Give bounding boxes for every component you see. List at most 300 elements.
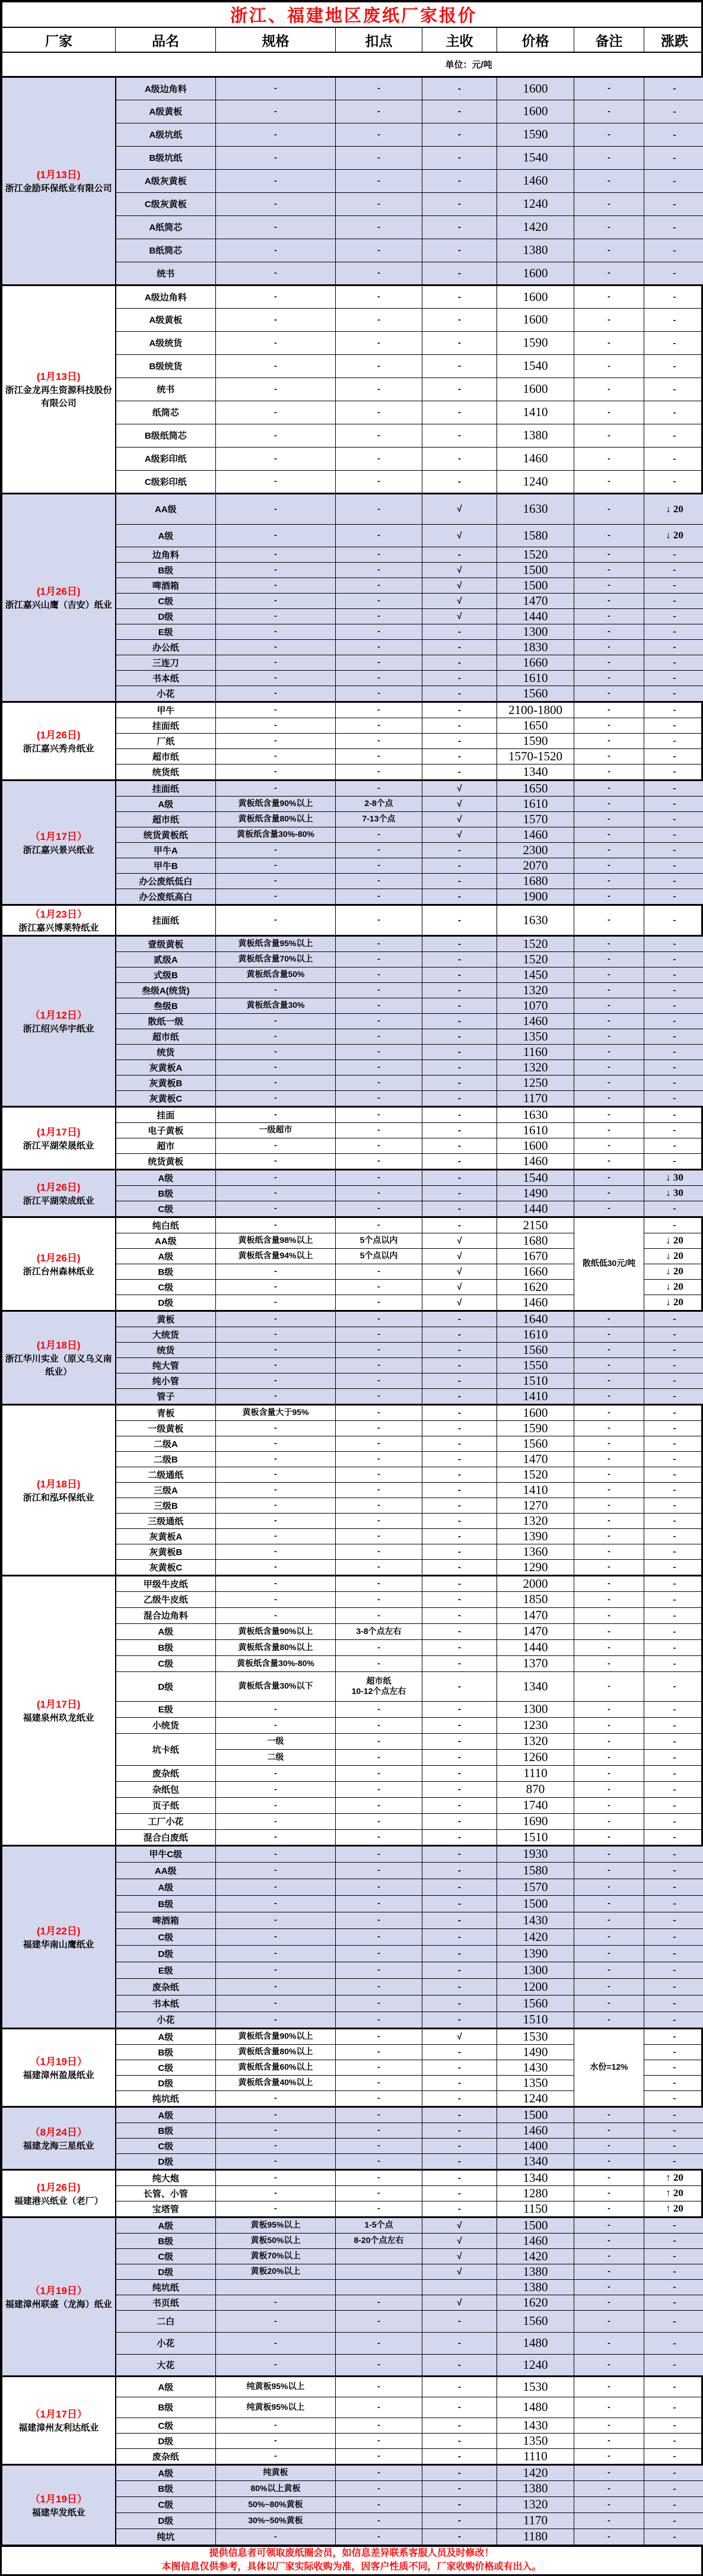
note-cell: -	[574, 2248, 644, 2264]
product-cell: 纯大炮	[116, 2169, 216, 2185]
spec-cell: -	[216, 470, 336, 493]
company-date: (1月17日)	[4, 1696, 114, 1711]
note-cell: -	[574, 2310, 644, 2332]
main-collect-cell: -	[422, 1879, 497, 1895]
change-cell: -	[644, 100, 703, 123]
deduction-cell: -	[336, 2295, 422, 2310]
spec-cell: 黄板纸含量30%-80%	[216, 1655, 336, 1671]
price-cell: 1600	[497, 1138, 574, 1153]
change-cell: -	[644, 780, 703, 796]
note-cell: -	[574, 2107, 644, 2123]
spec-cell: -	[216, 1879, 336, 1895]
product-cell: 统货黄板	[116, 1153, 216, 1169]
main-collect-cell: -	[422, 1153, 497, 1169]
company-name: 浙江嘉兴秀舟纸业	[4, 743, 114, 756]
note-cell: -	[574, 2418, 644, 2433]
main-collect-cell: -	[422, 1928, 497, 1945]
price-cell: 1160	[497, 1044, 574, 1059]
deduction-cell: 超市纸 10-12个点左右	[336, 1671, 422, 1701]
deduction-cell: -	[336, 146, 422, 169]
product-cell: B级	[116, 1895, 216, 1912]
main-collect-cell: -	[422, 1544, 497, 1559]
main-collect-cell: -	[422, 547, 497, 562]
spec-cell: -	[216, 1995, 336, 2012]
product-cell: 纯白纸	[116, 1217, 216, 1233]
deduction-cell: -	[336, 447, 422, 470]
spec-cell: -	[216, 1013, 336, 1029]
product-cell: A级统货	[116, 331, 216, 354]
note-cell: -	[574, 951, 644, 967]
unit-row	[2, 52, 703, 77]
change-cell: -	[644, 2464, 703, 2480]
note-cell: -	[574, 1749, 644, 1765]
product-cell: C级	[116, 593, 216, 608]
change-cell: -	[644, 1717, 703, 1733]
price-cell: 1380	[497, 424, 574, 447]
main-collect-cell: -	[422, 2107, 497, 2123]
spec-cell: -	[216, 1279, 336, 1295]
note-cell: -	[574, 1945, 644, 1962]
spec-cell: -	[216, 424, 336, 447]
note-cell: -	[574, 1106, 644, 1122]
spec-cell: 黄板纸含量98%以上	[216, 1233, 336, 1248]
product-cell: D级	[116, 1945, 216, 1962]
deduction-cell: -	[336, 169, 422, 192]
main-collect-cell: -	[422, 1962, 497, 1978]
spec-cell: -	[216, 215, 336, 239]
company-date: （1月23日）	[4, 906, 114, 921]
deduction-cell: -	[336, 748, 422, 764]
note-cell: -	[574, 811, 644, 827]
main-collect-cell: -	[422, 2169, 497, 2185]
deduction-cell: -	[336, 2201, 422, 2217]
spec-cell: 一级超市	[216, 1122, 336, 1138]
note-cell: -	[574, 2123, 644, 2138]
note-cell: -	[574, 1327, 644, 1342]
company-cell	[2, 780, 116, 905]
spec-cell: -	[216, 686, 336, 702]
change-cell: -	[644, 2529, 703, 2545]
product-cell: 纯小管	[116, 1373, 216, 1388]
main-collect-cell: -	[422, 624, 497, 639]
change-cell: -	[644, 1928, 703, 1945]
deduction-cell: -	[336, 1575, 422, 1591]
note-cell: -	[574, 655, 644, 670]
note-cell: -	[574, 1912, 644, 1928]
spec-cell: -	[216, 1912, 336, 1928]
price-cell: 1350	[497, 2433, 574, 2448]
main-collect-cell: -	[422, 1467, 497, 1482]
note-cell: -	[574, 2464, 644, 2480]
change-cell: -	[644, 733, 703, 748]
main-collect-cell: -	[422, 1639, 497, 1655]
deduction-cell: -	[336, 1436, 422, 1451]
deduction-cell: -	[336, 1201, 422, 1217]
unit-note: 单位：元/吨	[2, 52, 703, 77]
table-row	[2, 2376, 703, 2397]
main-collect-cell: -	[422, 1059, 497, 1075]
spec-cell: -	[216, 889, 336, 905]
product-cell: 小花	[116, 2012, 216, 2028]
price-cell: 870	[497, 1781, 574, 1797]
product-cell: 大花	[116, 2354, 216, 2376]
spec-cell: -	[216, 1185, 336, 1201]
main-collect-cell: -	[422, 2090, 497, 2107]
note-cell: -	[574, 1090, 644, 1106]
note-cell: -	[574, 889, 644, 905]
product-cell: 小统货	[116, 1717, 216, 1733]
company-cell	[2, 493, 116, 702]
column-header-product: 品名	[116, 27, 216, 52]
note-cell: -	[574, 686, 644, 702]
product-cell: 杂纸包	[116, 1781, 216, 1797]
price-cell: 1380	[497, 239, 574, 262]
company-cell	[2, 77, 116, 285]
deduction-cell: -	[336, 1813, 422, 1829]
main-collect-cell: -	[422, 2201, 497, 2217]
deduction-cell: -	[336, 308, 422, 331]
price-cell: 1150	[497, 2201, 574, 2217]
note-cell: -	[574, 1029, 644, 1044]
spec-cell: -	[216, 308, 336, 331]
spec-cell: -	[216, 1451, 336, 1467]
change-cell: -	[644, 2123, 703, 2138]
change-cell: -	[644, 1029, 703, 1044]
change-cell: -	[644, 192, 703, 215]
note-cell: -	[574, 702, 644, 718]
spec-cell: -	[216, 1962, 336, 1978]
company-date: (1月17日)	[4, 1124, 114, 1138]
product-cell: 甲牛B	[116, 858, 216, 873]
change-cell: -	[644, 424, 703, 447]
price-cell: 1530	[497, 2028, 574, 2044]
price-cell: 1340	[497, 764, 574, 780]
table-row	[2, 905, 703, 935]
change-cell: -	[644, 1813, 703, 1829]
change-cell: -	[644, 262, 703, 285]
main-collect-cell: √	[422, 2248, 497, 2264]
deduction-cell: -	[336, 1607, 422, 1623]
change-cell: -	[644, 873, 703, 889]
company-name: 福建泉州玖龙纸业	[4, 1712, 114, 1725]
spec-cell: -	[216, 1928, 336, 1945]
column-header-price: 价格	[497, 27, 574, 52]
main-collect-cell: √	[422, 2217, 497, 2233]
price-cell: 1410	[497, 1388, 574, 1404]
price-cell: 1360	[497, 1544, 574, 1559]
main-collect-cell: -	[422, 215, 497, 239]
change-cell: -	[644, 562, 703, 578]
note-cell: -	[574, 670, 644, 686]
spec-cell: -	[216, 1264, 336, 1279]
price-cell: 1560	[497, 686, 574, 702]
change-cell: -	[644, 169, 703, 192]
main-collect-cell: -	[422, 639, 497, 655]
product-cell: E级	[116, 1701, 216, 1717]
change-cell: -	[644, 2264, 703, 2279]
main-collect-cell: -	[422, 951, 497, 967]
company-name: 浙江嘉兴博莱特纸业	[4, 922, 114, 935]
spec-cell: -	[216, 2153, 336, 2169]
spec-cell: -	[216, 1169, 336, 1185]
spec-cell: -	[216, 2433, 336, 2448]
change-cell: -	[644, 951, 703, 967]
spec-cell: -	[216, 2418, 336, 2433]
deduction-cell: -	[336, 1701, 422, 1717]
deduction-cell: -	[336, 2376, 422, 2397]
spec-cell: -	[216, 1295, 336, 1311]
note-cell: -	[574, 2138, 644, 2153]
table-row	[2, 2028, 703, 2044]
product-cell: C级	[116, 2060, 216, 2075]
product-cell: C级	[116, 2138, 216, 2153]
change-cell: -	[644, 2448, 703, 2464]
main-collect-cell: -	[422, 967, 497, 982]
spec-cell: 黄板70%以上	[216, 2248, 336, 2264]
main-collect-cell: -	[422, 1138, 497, 1153]
note-cell: -	[574, 470, 644, 493]
spec-cell: -	[216, 1701, 336, 1717]
main-collect-cell: √	[422, 2264, 497, 2279]
spec-cell: 50%~80%黄板	[216, 2496, 336, 2512]
main-collect-cell: -	[422, 935, 497, 951]
main-collect-cell: √	[422, 1264, 497, 1279]
company-cell	[2, 285, 116, 493]
note-cell: -	[574, 1420, 644, 1436]
spec-cell: -	[216, 1544, 336, 1559]
spec-cell: -	[216, 655, 336, 670]
spec-cell: -	[216, 2201, 336, 2217]
company-date: (1月26日)	[4, 1249, 114, 1264]
deduction-cell: -	[336, 285, 422, 308]
change-cell: ↓ 30	[644, 1185, 703, 1201]
spec-cell: 黄板纸含量30%以下	[216, 1671, 336, 1701]
spec-cell: 黄板纸含量80%以上	[216, 2044, 336, 2060]
table-row	[2, 1404, 703, 1420]
deduction-cell: -	[336, 1781, 422, 1797]
deduction-cell: -	[336, 1639, 422, 1655]
note-cell: -	[574, 780, 644, 796]
spec-cell: -	[216, 2169, 336, 2185]
change-cell: -	[644, 1995, 703, 2012]
change-cell: ↓ 20	[644, 1248, 703, 1264]
deduction-cell: -	[336, 1591, 422, 1607]
change-cell: -	[644, 2433, 703, 2448]
price-cell: 1110	[497, 1765, 574, 1781]
price-cell: 1560	[497, 1995, 574, 2012]
price-cell: 1680	[497, 1233, 574, 1248]
spec-cell: -	[216, 377, 336, 401]
note-cell: -	[574, 215, 644, 239]
main-collect-cell: -	[422, 733, 497, 748]
deduction-cell: -	[336, 2044, 422, 2060]
note-cell: -	[574, 2233, 644, 2248]
price-cell: 1420	[497, 215, 574, 239]
company-cell	[2, 1404, 116, 1575]
spec-cell: -	[216, 1607, 336, 1623]
price-cell: 1470	[497, 1451, 574, 1467]
deduction-cell: -	[336, 2012, 422, 2028]
main-collect-cell: -	[422, 1451, 497, 1467]
spec-cell: -	[216, 285, 336, 308]
product-cell: 乙级牛皮纸	[116, 1591, 216, 1607]
company-name: 浙江绍兴华宇纸业	[4, 1023, 114, 1036]
main-collect-cell: -	[422, 1765, 497, 1781]
spec-cell: -	[216, 2354, 336, 2376]
company-cell	[2, 1845, 116, 2028]
deduction-cell: -	[336, 2060, 422, 2075]
note-cell: -	[574, 1153, 644, 1169]
spec-cell: 二级	[216, 1749, 336, 1765]
price-cell: 1520	[497, 547, 574, 562]
note-cell: -	[574, 2012, 644, 2028]
product-cell: C级	[116, 1201, 216, 1217]
spec-cell: -	[216, 2123, 336, 2138]
note-cell: -	[574, 1013, 644, 1029]
price-cell: 1470	[497, 1607, 574, 1623]
main-collect-cell: -	[422, 2433, 497, 2448]
table-row	[2, 780, 703, 796]
deduction-cell: -	[336, 2185, 422, 2201]
deduction-cell: -	[336, 354, 422, 377]
spec-cell: 黄板纸含量95%以上	[216, 935, 336, 951]
note-cell: -	[574, 1813, 644, 1829]
note-cell: -	[574, 2433, 644, 2448]
deduction-cell: -	[336, 578, 422, 593]
deduction-cell: -	[336, 1928, 422, 1945]
deduction-cell: -	[336, 1106, 422, 1122]
deduction-cell	[336, 2248, 422, 2264]
main-collect-cell: -	[422, 670, 497, 686]
company-cell	[2, 2464, 116, 2545]
note-cell: -	[574, 1928, 644, 1945]
main-collect-cell: -	[422, 2512, 497, 2529]
note-cell: -	[574, 424, 644, 447]
change-cell: ↓ 20	[644, 524, 703, 547]
note-cell: -	[574, 192, 644, 215]
note-cell: -	[574, 1482, 644, 1498]
spec-cell: -	[216, 1153, 336, 1169]
product-cell: 甲牛C级	[116, 1845, 216, 1862]
deduction-cell: -	[336, 670, 422, 686]
spec-cell: 黄板50%以上	[216, 2233, 336, 2248]
product-cell: A级	[116, 1879, 216, 1895]
product-cell: 废杂纸	[116, 1765, 216, 1781]
note-cell: -	[574, 2448, 644, 2464]
deduction-cell: -	[336, 2153, 422, 2169]
main-collect-cell: -	[422, 1498, 497, 1513]
company-name: 浙江平湖荣晟纸业	[4, 1140, 114, 1153]
spec-cell: -	[216, 1862, 336, 1879]
deduction-cell: -	[336, 77, 422, 100]
spec-cell: -	[216, 1765, 336, 1781]
note-cell: -	[574, 1544, 644, 1559]
price-cell: 1410	[497, 1482, 574, 1498]
change-cell: ↓ 20	[644, 493, 703, 524]
price-cell: 1460	[497, 169, 574, 192]
header-row	[2, 27, 703, 52]
change-cell: ↑ 20	[644, 2169, 703, 2185]
deduction-cell: -	[336, 1075, 422, 1090]
note-cell: -	[574, 1169, 644, 1185]
deduction-cell: -	[336, 1765, 422, 1781]
change-cell: -	[644, 1357, 703, 1373]
deduction-cell: 5个点以内	[336, 1248, 422, 1264]
main-collect-cell: -	[422, 262, 497, 285]
deduction-cell: -	[336, 1373, 422, 1388]
change-cell: -	[644, 2248, 703, 2264]
price-cell: 1610	[497, 1327, 574, 1342]
product-cell: 式级B	[116, 967, 216, 982]
table-row	[2, 77, 703, 100]
deduction-cell: -	[336, 1013, 422, 1029]
deduction-cell: -	[336, 1829, 422, 1845]
main-collect-cell: -	[422, 1717, 497, 1733]
deduction-cell	[336, 2279, 422, 2295]
product-cell: 统货黄板纸	[116, 827, 216, 842]
company-cell	[2, 935, 116, 1106]
price-cell: 1620	[497, 2295, 574, 2310]
note-cell: -	[574, 1781, 644, 1797]
note-cell: -	[574, 1829, 644, 1845]
main-collect-cell: -	[422, 1169, 497, 1185]
table-row	[2, 2169, 703, 2185]
product-cell: 纯大管	[116, 1357, 216, 1373]
price-cell: 1690	[497, 1813, 574, 1829]
spec-cell: 纯黄板	[216, 2464, 336, 2480]
company-date: (1月26日)	[4, 1179, 114, 1194]
spec-cell: 黄板纸含量70%以上	[216, 951, 336, 967]
change-cell: -	[644, 2332, 703, 2354]
note-cell: -	[574, 1528, 644, 1544]
note-cell: -	[574, 982, 644, 998]
company-date: (1月26日)	[4, 727, 114, 741]
product-cell: 混合白废纸	[116, 1829, 216, 1845]
change-cell: -	[644, 1559, 703, 1575]
company-name: 浙江和泓环保纸业	[4, 1492, 114, 1505]
product-cell: 三级通纸	[116, 1513, 216, 1528]
deduction-cell: -	[336, 2123, 422, 2138]
product-cell: 甲牛	[116, 702, 216, 718]
price-cell: 1740	[497, 1797, 574, 1813]
main-collect-cell: -	[422, 2480, 497, 2496]
deduction-cell: -	[336, 401, 422, 424]
deduction-cell: -	[336, 951, 422, 967]
note-cell: -	[574, 1559, 644, 1575]
product-cell: 二级B	[116, 1451, 216, 1467]
deduction-cell: -	[336, 1169, 422, 1185]
main-collect-cell: -	[422, 1559, 497, 1575]
main-collect-cell: -	[422, 1122, 497, 1138]
change-cell: -	[644, 811, 703, 827]
table-row	[2, 1106, 703, 1122]
change-cell: -	[644, 1671, 703, 1701]
deduction-cell: -	[336, 1029, 422, 1044]
spec-cell: 黄板20%以上	[216, 2264, 336, 2279]
price-cell: 1510	[497, 1829, 574, 1845]
column-header-note: 备注	[574, 27, 644, 52]
price-cell: 1550	[497, 1357, 574, 1373]
change-cell: -	[644, 1451, 703, 1467]
product-cell: AA级	[116, 1862, 216, 1879]
price-cell: 1170	[497, 1090, 574, 1106]
main-collect-cell: √	[422, 780, 497, 796]
main-collect-cell: -	[422, 1829, 497, 1845]
deduction-cell: -	[336, 982, 422, 998]
spec-cell: -	[216, 2012, 336, 2028]
price-cell: 1430	[497, 2060, 574, 2075]
deduction-cell: -	[336, 2480, 422, 2496]
